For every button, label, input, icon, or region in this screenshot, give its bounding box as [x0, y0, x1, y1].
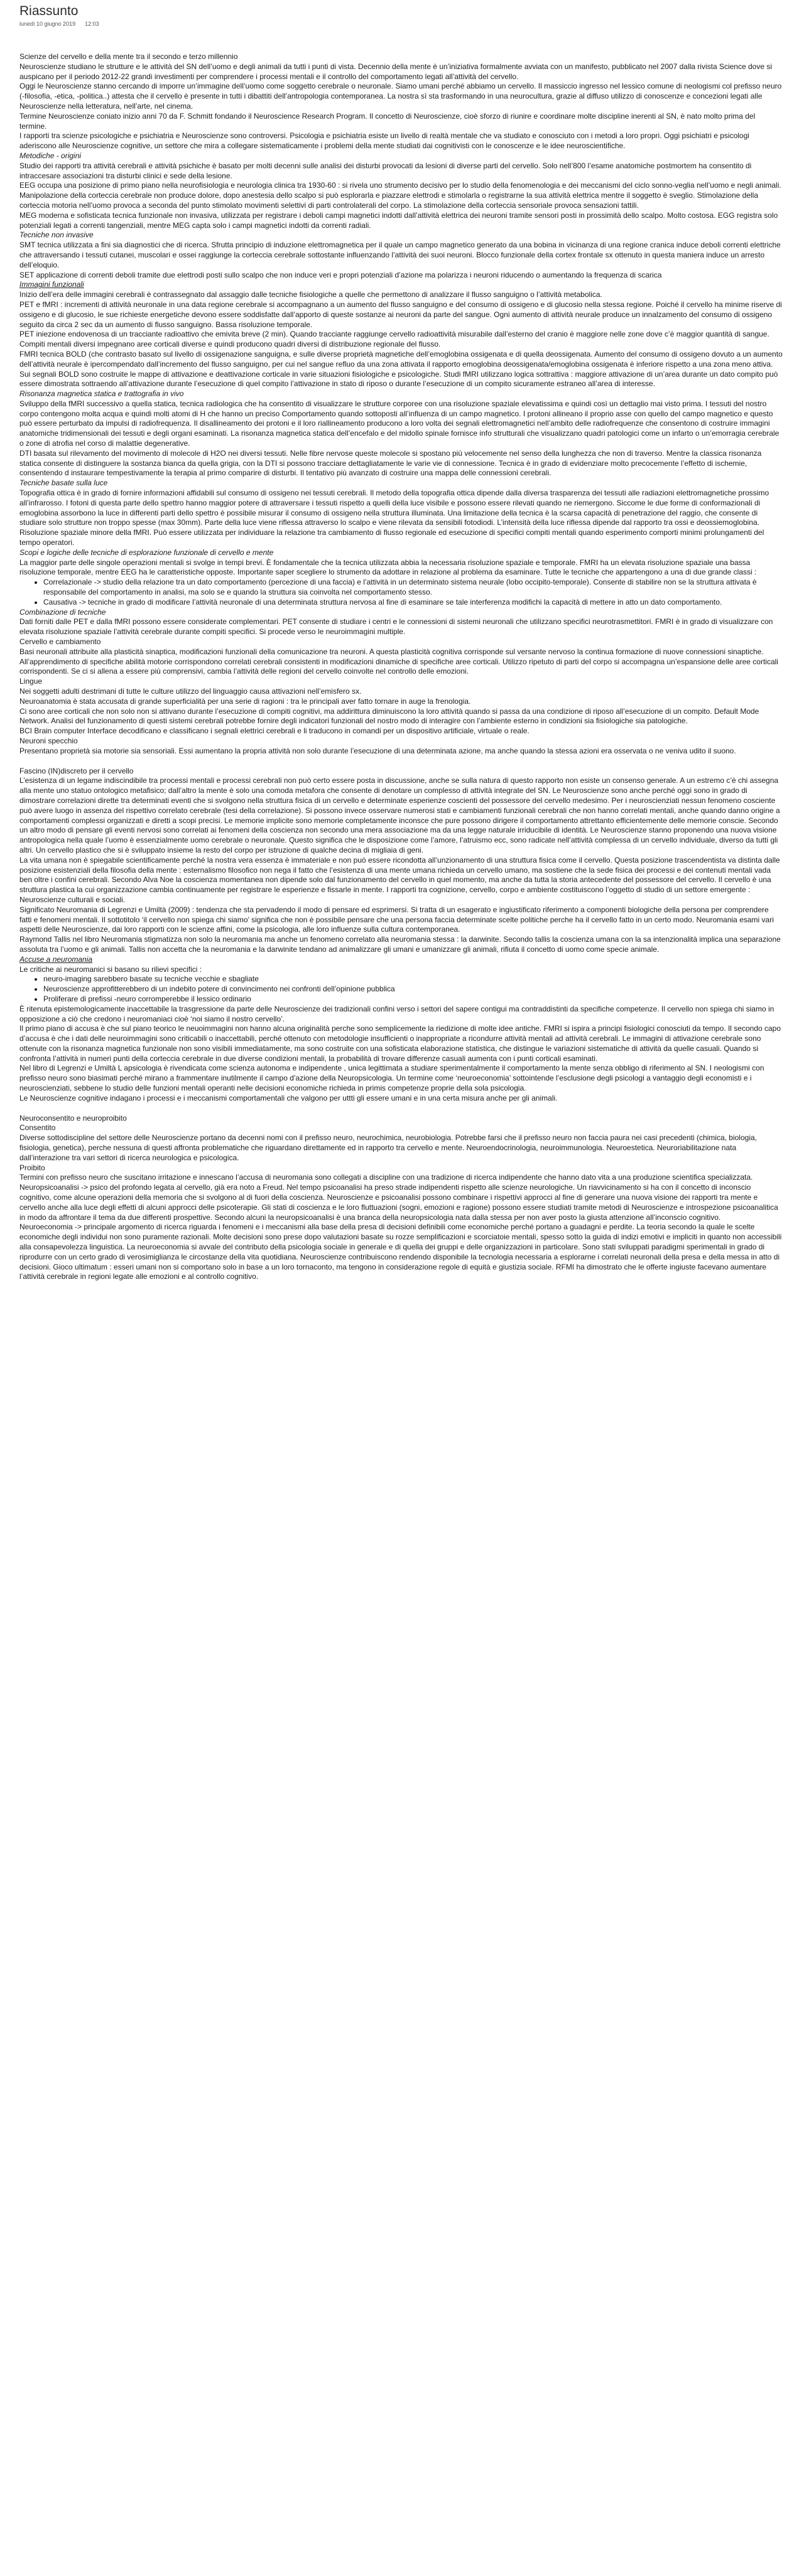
- paragraph: Il primo piano di accusa è che sul piano teorico le neuoimmagini non hanno alcuna originalità perche sono semplicemente la riedizione di molte idee antiche. FMRI si ispira a principi fisiologici conosciuti da tempo. Il secondo capo d’accusa è che i dati delle neuroimmagini sono criticabili o inaccettabili, perché ottenuto con metodologie insufficienti o inappropriate a ricondurre attività mentali ad attività cerebrali. Le immagini di attivazione cerebrale sono ottenute con la risonanza magnetica funzionale non sono visibili immediatamente, ma sono costruite con una sofisticata elaborazione statistica, che distingue le variazioni sistematiche di attività da quelle casuali. Quando si confronta l’attività in numeri punti della corteccia cerebrale in due diverse condizioni mentali, la probabilità di trovare differenze casuali aumenta con i punti corticali esaminati.: [19, 1024, 781, 1063]
- section-heading: Neuroni specchio: [19, 736, 78, 745]
- subheading: Consentito: [19, 1123, 56, 1133]
- section-heading: Fascino (IN)discreto per il cervello: [19, 766, 134, 775]
- paragraph: Sviluppo della fMRI successivo a quella statica, tecnica radiologica che ha consentito di visualizzare le strutture corporee con una risoluzione spaziale elevatissima e quindi così un dettaglio mai visto prima. I tessuti del nostro corpo contengono molta acqua e quindi molti atomi di H che hanno un preciso Comportamento quando sottoposti all’influenza di un campo magnetico. I protoni allineano il proprio asse con quello del campo magnetico e questo può essere perturbato da impulsi di radiofrequenza. Il disallineamento dei protoni e il loro riallineamento producono a loro volta dei segnali elettromagnetici nell’ambito delle radiofrequenze che consentono di costruire immagini anatomiche tridimensionali dei tessuti e degli organi esaminati. La risonanza magnetica statica dell’encefalo e del midollo spinale fornisce info strutturali che visualizzano quadri patologici come un infarto o un’emorragia cerebrale o zone di atrofia nel corso di malattie degenerative.: [19, 399, 780, 448]
- section-heading: Tecniche basate sulla luce: [19, 478, 108, 488]
- spacer: [19, 1104, 783, 1114]
- section-heading: Scopi e logiche delle tecniche di esplorazione funzionale di cervello e mente: [19, 547, 274, 557]
- section-heading: Accuse a neuromania: [19, 954, 93, 964]
- section-heading: Neuroconsentito e neuroproibito: [19, 1113, 127, 1123]
- paragraph: Termine Neuroscienze coniato inizio anni 70 da F. Schmitt fondando il Neuroscience Research Program. Il concetto di Neuroscienze, cioè sforzo di riunire e coordinare molte discipline inerenti al SN, è nato molto prima del termine.: [19, 111, 756, 131]
- section-title: Scienze del cervello e della mente tra il secondo e terzo millennio: [19, 52, 238, 61]
- section-heading: Tecniche non invasive: [19, 230, 94, 240]
- bullet-list: [19, 974, 783, 1004]
- paragraph: Basi neuronali attribuite alla plasticità sinaptica, modificazioni funzionali della comunicazione tra neuroni. A questa plasticità cognitiva corrisponde sul versante nervoso la continua formazione di nuove connessioni sinaptiche. All’apprendimento di specifiche abilità motorie corrispondono correlati cerebrali consistenti in modificazioni dinamiche di specifiche aree corticali. Utilizzo ripetuto di parti del corpo si accompagna un’espansione delle aree corticali corrispondenti. Se ci si allena a essere più comprensivi, cambia l’attività delle regioni del cervello coinvolte nel controllo delle emozioni.: [19, 647, 778, 676]
- paragraph: Le Neuroscienze cognitive indagano i processi e i meccanismi comportamentali che valgono per uttti gli essere umani e in una certa misura anche per gli animali.: [19, 1093, 558, 1102]
- paragraph: Inizio dell’era delle immagini cerebrali è contrassegnato dal assaggio dalle tecniche fisiologiche a quelle che permettono di analizzare il flusso sanguigno o l’attività metabolica.: [19, 290, 602, 299]
- paragraph: Raymond Tallis nel libro Neuromania stigmatizza non solo la neuromania ma anche un fenomeno correlato alla neuromania stessa : la darwinite. Secondo tallis la coscienza umana con la sa intenzionalità implica una separazione assoluta tra l’uomo e gli animali. Tallis non accetta che la neuromania e la darwinite tendano ad animalizzare gli umani e umanizzare gli animali, rifiuta il concetto di uomo come specie animale.: [19, 935, 781, 954]
- paragraph: Neuroeconomia -> principale argomento di ricerca riguarda i fenomeni e i meccanismi alla base della presa di decisioni definibili come economiche perché portano a guadagni e perdite. La teoria secondo la quale le scelte economiche degli individui non sono puramente razionali. Molte decisioni sono prese dopo valutazioni basate su rozze semplificazioni e scorciatoie mentali, spesso sotto la guida di indizi emotivi e impliciti in quanto non accessibili alla consapevolezza linguistica. La neuroeconomia si avvale del contributo della psicologia sociale in generale e di quella dei gruppi e delle organizzazioni in particolare. Sono stati sviluppati paradigmi sperimentali in grado di riprodurre con un certo grado di verosimiglianza le circostanze della vita quotidiana. Neuroscienze contribuiscono rendendo disponibile la tecnologia necessaria a esplorarne i correlati neuronali della presa e della messa in atto di decisioni. Gioco ultimatum : esseri umani non si comportano solo in base a un loro tornaconto, ma tengono in considerazione regole di equità e giustizia sociale. RFMI ha dimostrato che le offerte ingiuste facevano aumentare l’attività cerebrale in regioni legate alle emozioni e al controllo cognitivo.: [19, 1222, 782, 1281]
- paragraph: BCI Brain computer Interface decodificano e classificano i segnali elettrici cerebrali e li traducono in comandi per un dispositivo artificiale, virtuale o reale.: [19, 726, 530, 736]
- paragraph: FMRI tecnica BOLD (che contrasto basato sul livello di ossigenazione sanguigna, e sulle diverse proprietà magnetiche dell’emoglobina ossigenata e di quella deossigenata. Aumento del consumo di ossigeno dovuto a un aumento dell’attività neurale è ipercompendato dall’incremento del flusso sanguigno, per cui nel sangue refluo da una zona attivata il rapporto emoglobina deossigenata/emoglobina ossigenata è inferiore rispetto a una zona meno attiva. Sui segnali BOLD sono costruite le mappe di attivazione e deattivazione corticale in varie situazioni fisiologiche e psicologiche. Studi fMRI utilizzano logica sottrattiva : maggiore attivazione di un’area durante un dato compito può essere dimostrata sottraendo all’attivazione durante l’esecuzione di quel compito l’attivazione in stato di riposo o durante l’esecuzione di un compito sicuramente estraneo all’area di interesse.: [19, 349, 783, 389]
- list-item: • Causativa -> tecniche in grado di modificare l’attività neuronale di una determinata struttura nervosa al fine di esaminare se tale interferenza modifichi la capacità di mettere in atto un dato comportamento.: [43, 598, 783, 608]
- paragraph: La vita umana non è spiegabile scientificamente perché la nostra vera essenza è immateriale e non può essere ricondotta all’unzionamento di una struttura fisica come il cervello. Questa posizione trascendentista va distinta dalle posizione esistenziali della filosofia della mente : esternalismo filosofico non nega il fatto che l’esistenza di una mente umana richieda un cervello umano, ma sostiene che la sede fisica dei processi e dei contenuti mentali vada ben oltre i confini cerebrali. Secondo Alva Noe la coscienza momentanea non dipende solo dal funzionamento del cervello in quel momento, ma anche da tutta la storia antecedente del possessore del cervello. Il cervello è una struttura plastica la cui organizzazione cambia continuamente per registrare le esperienze e fissarle in mente. I rapporti tra cognizione, cervello, corpo e ambiente costituiscono l’oggetto di studio di un settore emergente : Neuroscienze culturali e sociali.: [19, 855, 780, 904]
- note-date: lunedì 10 giugno 2019: [19, 21, 76, 27]
- paragraph: Ci sono aree corticali che non solo non si attivano durante l’esecuzione di compiti cognitivi, ma addirittura diminuiscono la loro attività quando si passa da una condizione di riposo all’esecuzione di un compito. Default Mode Network. Analisi del funzionamento di questi sistemi cerebrali potrebbe fornire degli indicatori funzionali del nostro modo di interagire con l’ambiente esterno in condizioni sia fisiologiche sia patologiche.: [19, 706, 759, 726]
- paragraph: MEG moderna e sofisticata tecnica funzionale non invasiva, utilizzata per registrare i deboli campi magnetici indotti dall’attività elettrica dei neuroni tramite sensori posti in prossimità dello scalpo. Molto costosa. EGG registra solo potenziali legati a correnti tangenziali, mentre MEG capta solo i campi magnetici indotti da correnti radiali.: [19, 210, 778, 230]
- paragraph: Oggi le Neuroscienze stanno cercando di imporre un’immagine dell’uomo come soggetto cerebrale o neuronale. Siamo umani perché abbiamo un cervello. Il massiccio ingresso nel lessico comune di neologismi col prefisso neuro (-filosofia, -etica, -politica..) attesta che il cervello è presente in tutti i dibattiti dell’antropologia contemporanea. La nostra sì sta trasformando in una neurocultura, grazie al diffuso utilizzo di conoscenze e concezioni legati alle Neuroscienze nella letteratura, nell’arte, nel cinema.: [19, 82, 782, 110]
- section-heading: Combinazione di tecniche: [19, 607, 106, 617]
- paragraph: Significato Neuromania di Legrenzi e Umiltà (2009) : tendenza che sta pervadendo il modo di pensare ed esprimersi. Si tratta di un esagerato e ingiustificato riferimento a componenti biologiche della persona per comprendere fatti e fenomeni mentali. Il sottotitolo ‘il cervello non spiega chi siamo’ significa che non è possibile pensare che una persona faccia determinate scelte politiche perche ha il cervello fatto in un certo modo. Neuromania esami vari aspetti delle Neuroscienze, dai loro rapporti con le scienze affini, come la psicologia, alle loro influenze sulla cultura contemporanea.: [19, 905, 774, 934]
- paragraph: Topografia ottica è in grado di fornire informazioni affidabili sul consumo di ossigeno nei tessuti cerebrali. Il metodo della topografia ottica dipende dalla diversa trasparenza dei tessuti alle radiazioni elettromagnetiche prossimo all’infrarosso. I fotoni di questa parte dello spettro hanno maggior potere di attraversare i tessuti rispetto a quelli della luce visibile e possono essere rilevati quando ne riemergono. Siccome le due forme di conformazionali di emoglobina assorbono la luce in differenti parti dello spettro è possibile misurar il consumo di ossigeno nella struttura illuminata. Una limitazione della tecnica è la scarsa capacità di penetrazione del raggio, che consente di studiare solo strutture non troppo spesse (max 30mm). Parte della luce viene riflessa attraverso lo scalpo e viene rilevata da sensibili fotodiodi. L’intensità della luce riflessa dipende dal rapporto tra ossi e deossiemoglobina. Risoluzione spaziale minore della fMRI. Può essere utilizzata per individuare la relazione tra cambiamento di flusso regionale ed esecuzione di specifici compiti mentali quando esperimento comporti minimi prolungamenti del tempo operatori.: [19, 488, 769, 547]
- note-meta: [19, 21, 99, 27]
- paragraph: La maggior parte delle singole operazioni mentali si svolge in tempi brevi. È fondamentale che la tecnica utilizzata abbia la necessaria risoluzione spaziale e temporale. FMRI ha un elevata risoluzione spaziale una bassa risoluzione temporale, mentre EEG ha le caratteristiche opposte. Importante saper scegliere lo strumento da adottare in relazione al problema da esaminare. Tutte le tecniche che appartengono a una di due grande classi :: [19, 558, 757, 577]
- list-item: • neuro-imaging sarebbero basate su tecniche vecchie e sbagliate: [43, 974, 783, 984]
- paragraph: Dati forniti dalle PET e dalla fMRI possono essere considerate complementari. PET consente di studiare i centri e le connessioni di sistemi neuronali che utilizzano specifici neurotrasmettitori. FMRI è in grado di visualizzare con elevata risoluzione spaziale l’attività cerebrale durante compiti specifici. Si procede verso le neuroimmagini multiple.: [19, 617, 773, 637]
- paragraph: È ritenuta epistemologicamente inaccettabile la trasgressione da parte delle Neuroscienze dei tradizionali confini verso i settori del sapere contigui ma contraddistinti da specifiche competenze. Il cervello non spiega chi siamo in opposizione a ciò che credono i neuromaniaci cioè ‘noi siamo il nostro cervello’.: [19, 1004, 774, 1023]
- section-heading: Risonanza magnetica statica e trattografia in vivo: [19, 389, 184, 399]
- paragraph: Le critiche ai neuromanici si basano su rilievi specifici :: [19, 964, 202, 974]
- section-heading: Metodiche - origini: [19, 151, 82, 160]
- paragraph: Diverse sottodiscipline del settore delle Neuroscienze portano da decenni nomi con il prefisso neuro, neurochimica, neurobiologia. Potrebbe farsi che il prefisso neuro non faccia paura nei casi precedenti (chimica, biologia, fisiologia, genetica), perche nessuna di questi affronta problematiche che riguardano direttamente ed in rapporto tra cervello e mente. Neuroendocrinologia, neuroimmunologia. Neuroestetica. Neuroriabilitazione nata dall’interazione tra vari settori di ricerca neurologica e psicologica.: [19, 1133, 757, 1162]
- spacer: [19, 757, 783, 767]
- section-heading: Cervello e cambiamento: [19, 637, 101, 647]
- paragraph: SET applicazione di correnti deboli tramite due elettrodi posti sullo scalpo che non induce veri e propri potenziali d’azione ma polarizza i neuroni riducendo o aumentando la frequenza di scarica: [19, 270, 662, 279]
- list-item: • Proliferare di prefissi -neuro corromperebbe il lessico ordinario: [43, 994, 783, 1005]
- section-heading: Immagini funzionali: [19, 280, 84, 289]
- paragraph: I rapporti tra scienze psicologiche e psichiatria e Neuroscienze sono controversi. Psicologia e psichiatria esiste un livello di realtà mentale che va studiato e conosciuto con i metodi a loro propri. Oggi psichiatri e psicologi aderiscono alle Neuroscienze cognitive, un settore che mira a collegare sistematicamente i problemi della mente studiati dai cognitivisti con le conoscenze e le idee neuroscientifiche.: [19, 131, 749, 151]
- section-heading: Lingue: [19, 677, 43, 686]
- list-item: • Neuroscienze approfitterebbero di un indebito potere di convincimento nei confronti dell’opinione pubblica: [43, 984, 783, 994]
- paragraph: Neuropsicoanalisi -> psico del profondo legata al cervello, già era noto a Freud. Nel tempo psicoanalisi ha preso strade indipendenti rispetto alle scienze neurologiche. Un riavvicinamento si ha con il concetto di inconscio cognitivo, come alcune operazioni della memoria che si svolgono al di fuori della coscienza. Neuroscienze e psicoanalisi possono combinare i rispettivi approcci al fine di generare una nuova visione dei rapporti tra mente e cervello anche alla luce degli effetti di alcuni approcci delle psicoterapie. Gli stati di coscienza e le loro fluttuazioni (sogni, emozioni e ragione) possono essere studiati tramite metodi di Neuroscienze e introspezione psicoanalitica in modo da affrontare il tema da due differenti prospettive. Secondo alcuni la neuropsicoanalisi è una branca della neuropsicologia nata dalla stessa per non aver posto la giusta attenzione all’inconscio cognitivo.: [19, 1183, 778, 1222]
- list-item: • Correlazionale -> studio della relazione tra un dato comportamento (percezione di una faccia) e l’attività in un determinato sistema neurale (lobo occipito-temporale). Consente di stabilire non se la struttura attivata è responsabile del comportamento in analisi, ma solo se e quando la struttura sia coinvolta nel comportamento stesso.: [43, 578, 783, 598]
- note-header: [19, 4, 99, 27]
- subheading: Proibito: [19, 1163, 45, 1172]
- paragraph: Nel libro di Legrenzi e Umiltà L apsicologia è rivendicata come scienza autonoma e indipendente , unica legittimata a studiare sperimentalmente il comportamento la mente senza obbligo di riferimento al SN. I neologismi con prefisso neuro sono biasimati perché mirano a frammentare inutilmente il campo d’azione della Neuropsicologia. Un termine come ‘neuroeconomia’ sottointende l’esclusione degli psicologi a vantaggio degli economisti e i neuroscienziati, sebbene lo studio delle funzioni mentali operanti nelle decisioni economiche richieda in primis competenze proprie della sola psicologia.: [19, 1064, 764, 1093]
- paragraph: Neuroanatomia è stata accusata di grande superficialità per una serie di ragioni : tra le principali aver fatto tornare in auge la frenologia.: [19, 696, 471, 706]
- paragraph: Presentano proprietà sia motorie sia sensoriali. Essi aumentano la propria attività non solo durante l’esecuzione di una determinata azione, ma anche quando la stessa azioni era osservata o ne veniva udito il suono.: [19, 746, 736, 755]
- paragraph: PET e fMRI : incrementi di attività neuronale in una data regione cerebrale si accompagnano a un aumento del flusso sanguigno e del consumo di ossigeno e di glucosio nella stessa regione. Poiché il cervello ha minime riserve di ossigeno e di glucosio, le sue richieste energetiche devono essere soddisfatte dall’apporto di queste sostanze ai neuroni da parte del sangue. Ogni aumento di attività neurale produce un innalzamento del consumo di ossigeno seguito da circa 2 sec da un aumento di flusso sanguigno. Bassa risoluzione temporale.: [19, 299, 782, 329]
- paragraph: Termini con prefisso neuro che suscitano irritazione e innescano l’accusa di neuromania sono collegati a discipline con una tradizione di ricerca indipendente che hanno dato vita a una produzione scientifica specializzata.: [19, 1173, 753, 1182]
- paragraph: Neuroscienze studiano le strutture e le attività del SN dell’uomo e degli animali da tutti i punti di vista. Decennio della mente è un’iniziativa formalmente avviata con un manifesto, pubblicato nel 2007 dalla rivista Science dove si auspicano per il periodo 2012-22 grandi investimenti per comprendere i processi mentali e il controllo del comportamento legati all’attività del cervello.: [19, 62, 772, 81]
- paragraph: Nei soggetti adulti destrimani di tutte le culture utilizzo del linguaggio causa attivazioni nell’emisfero sx.: [19, 687, 362, 696]
- note-time: 12:03: [85, 21, 99, 27]
- paragraph: L’esistenza di un legame indiscindibile tra processi mentali e processi cerebrali non può certo essere posta in discussione, anche se sulla natura di questo rapporto non esiste un consenso generale. A un estremo c’è chi assegna alla mente uno statuo ontologico metafisico; dall’altro la mente è solo una comoda metafora che consente di denotare un complesso di attività integrate del SN. Le Neuroscienze sono anche perché oggi sono in grado di dimostrare correlazioni dirette tra determinati eventi che si svolgono nella struttura fisica di un cervello e determinate esperienze coscienti del possessore del cervello medesimo. Per i neuroscienziati nessun fenomeno cosciente può avere luogo in assenza del rispettivo correlato cerebrale (tesi della correlazione). Si possono invece osservare numerosi stati e cambiamenti funzionali cerebrali che non hanno correlati mentali, anche quando danno origine a comportamenti complessi organizzati e diretti a scopi precisi. Le memorie implicite sono memorie completamente inconsce che pure possono dirigere il comportamento attrettanto efficientemente delle memorie conscie. Secondo un altro modo di pensare gli eventi nervosi sono correlati ai fenomeni della coscienza non secondo una mera associazione ma da una legge naturale irriducibile di identità. Le Neuroscienze stanno proponendo una nuova visione antropologica nella quale l’uomo è essenzialmente uomo cerebrale o neuronale. Questo significa che le disposizione come l’amore, l’atruismo ecc, sono radicate nell’attività complessa di un cervello individuale, diverso da tutti gli altri. Un cervello plastico che si è sviluppato insieme la resto del corpo per istruzione di qualche decina di migliaia di geni.: [19, 776, 780, 854]
- paragraph: PET iniezione endovenosa di un tracciante radioattivo che emivita breve (2 min). Quando tracciante raggiunge cervello radioattività misurabile dall’esterno del cranio è maggiore nelle zone dove c’è maggior quantità di sangue. Compiti mentali diversi impegnano aree corticali diverse e quindi producono quadri diversi di distribuzione regionale del flusso.: [19, 330, 769, 349]
- paragraph: SMT tecnica utilizzata a fini sia diagnostici che di ricerca. Sfrutta principio di induzione elettromagnetica per il quale un campo magnetico generato da una bobina in vicinanza di una regione cranica induce deboli correnti elettriche che attraversando i tessuti cutanei, muscolari e ossei raggiunge la corteccia cerebrale sottostante influenzando l’attività dei suoi neuroni. Blocco funzionale della cortex frontale sx ottenuto in questa maniera induce un arresto dell’eloquio.: [19, 240, 781, 269]
- page-title: Riassunto: [19, 4, 79, 18]
- paragraph: EEG occupa una posizione di primo piano nella neurofisiologia e neurologia clinica tra 1930-60 : si rivela uno strumento decisivo per lo studio della fenomenologia e dei meccanismi del ciclo sonno-veglia nell’uomo e negli animali. Manipolazione della corteccia cerebrale non produce dolore, dopo anestesia dello scalpo si può esplorarla e piazzare elettrodi e stimolarla o registrarne la sua attività elettrica mentre il soggetto è sveglio. Stimolazione della corteccia motoria nell’uomo provoca a seconda del punto stimolato movimenti selettivi di parti controlaterali del corpo. La stimolazione della corteccia sensoriale provoca sensazioni tattili.: [19, 181, 781, 210]
- paragraph: Studio dei rapporti tra attività cerebrali e attività psichiche è basato per molti decenni sulle analisi dei disturbi provocati da lesioni di diverse parti del cervello. Solo nell’800 l’esame anatomiche postmortem ha consentito di intraccesare associazioni tra disturbi clinici e sede della lesione.: [19, 161, 752, 180]
- note-body[interactable]: [19, 52, 783, 2571]
- bullet-list: [19, 578, 783, 607]
- paragraph: DTI basata sul rilevamento del movimento di molecole di H2O nei diversi tessuti. Nelle fibre nervose queste molecole si spostano più velocemente nel senso della lunghezza che non di traverso. Mentre la classica risonanza statica consente di distinguere la sostanza bianca da quella grigia, con la DTI si possono tracciare dettagliatamente le varie vie di connessione. Tecnica è in grado di evidenziare molto precocemente l’effetto di ischemie, consentendo d instaurare tempestivamente la terapia al primo comparire di disturbi. Il tentativo più avanzato di costruire una mappa delle connessioni cerebrali.: [19, 448, 762, 478]
